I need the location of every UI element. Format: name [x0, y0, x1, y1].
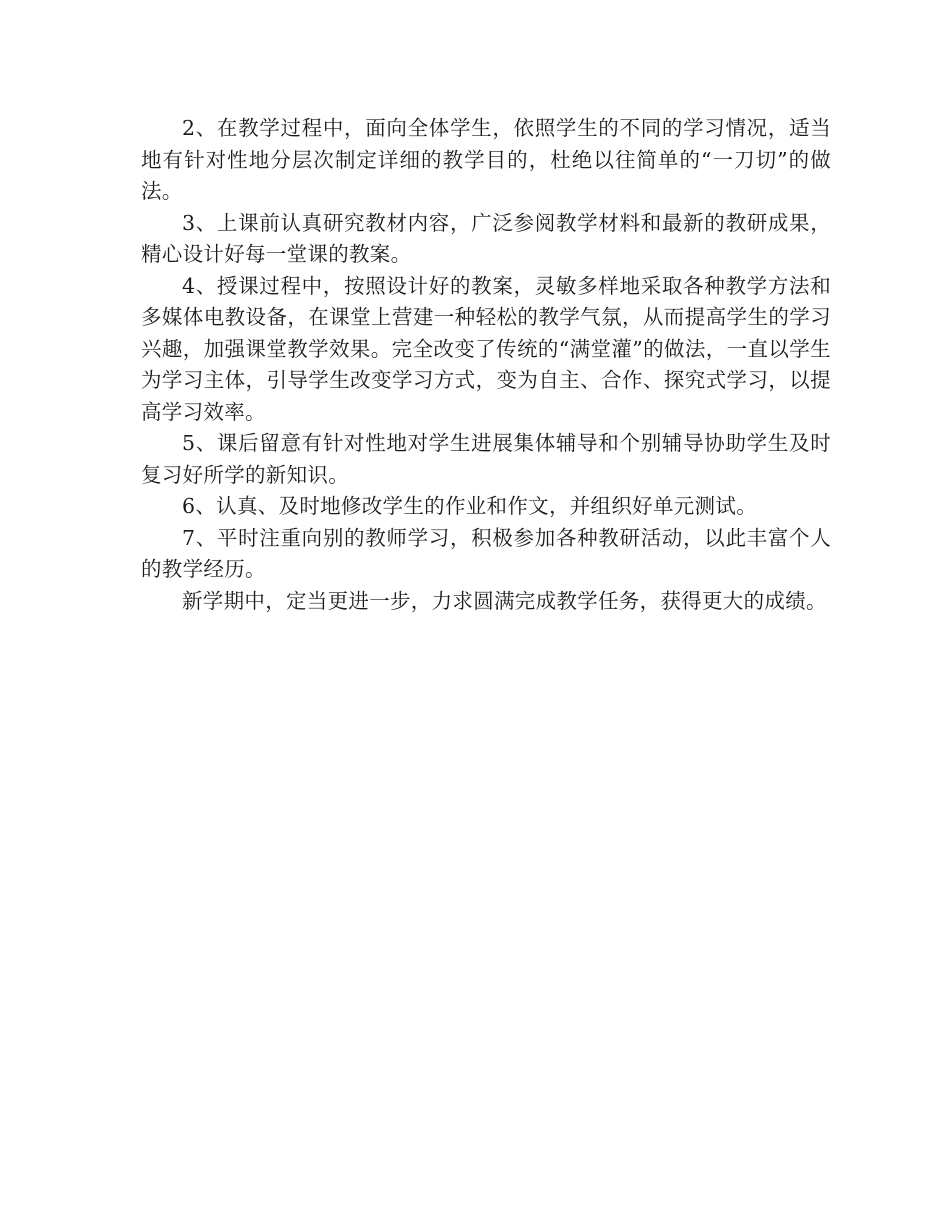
paragraph-item-3: 3、上课前认真研究教材内容，广泛参阅教学材料和最新的教研成果，精心设计好每一堂课的教案。 [141, 210, 831, 266]
paragraph-item-5: 5、课后留意有针对性地对学生进展集体辅导和个别辅导协助学生及时复习好所学的新知识。 [141, 431, 831, 487]
document-body [141, 113, 831, 617]
paragraph-conclusion: 新学期中，定当更进一步，力求圆满完成教学任务，获得更大的成绩。 [182, 588, 827, 613]
paragraph-item-2: 2、在教学过程中，面向全体学生，依照学生的不同的学习情况，适当地有针对性地分层次制定详细的教学目的，杜绝以往简单的“一刀切”的做法。 [141, 116, 831, 203]
paragraph-item-7: 7、平时注重向别的教师学习，积极参加各种教研活动，以此丰富个人的教学经历。 [141, 525, 831, 581]
paragraph-item-6: 6、认真、及时地修改学生的作业和作文，并组织好单元测试。 [182, 494, 757, 518]
paragraph-item-4: 4、授课过程中，按照设计好的教案，灵敏多样地采取各种教学方法和多媒体电教设备，在课堂上营建一种轻松的教学气氛，从而提高学生的学习兴趣，加强课堂教学效果。完全改变了传统的“满堂灌”的做法，一直以学生为学习主体，引导学生改变学习方式，变为自主、合作、探究式学习，以提高学习效率。 [141, 273, 831, 424]
